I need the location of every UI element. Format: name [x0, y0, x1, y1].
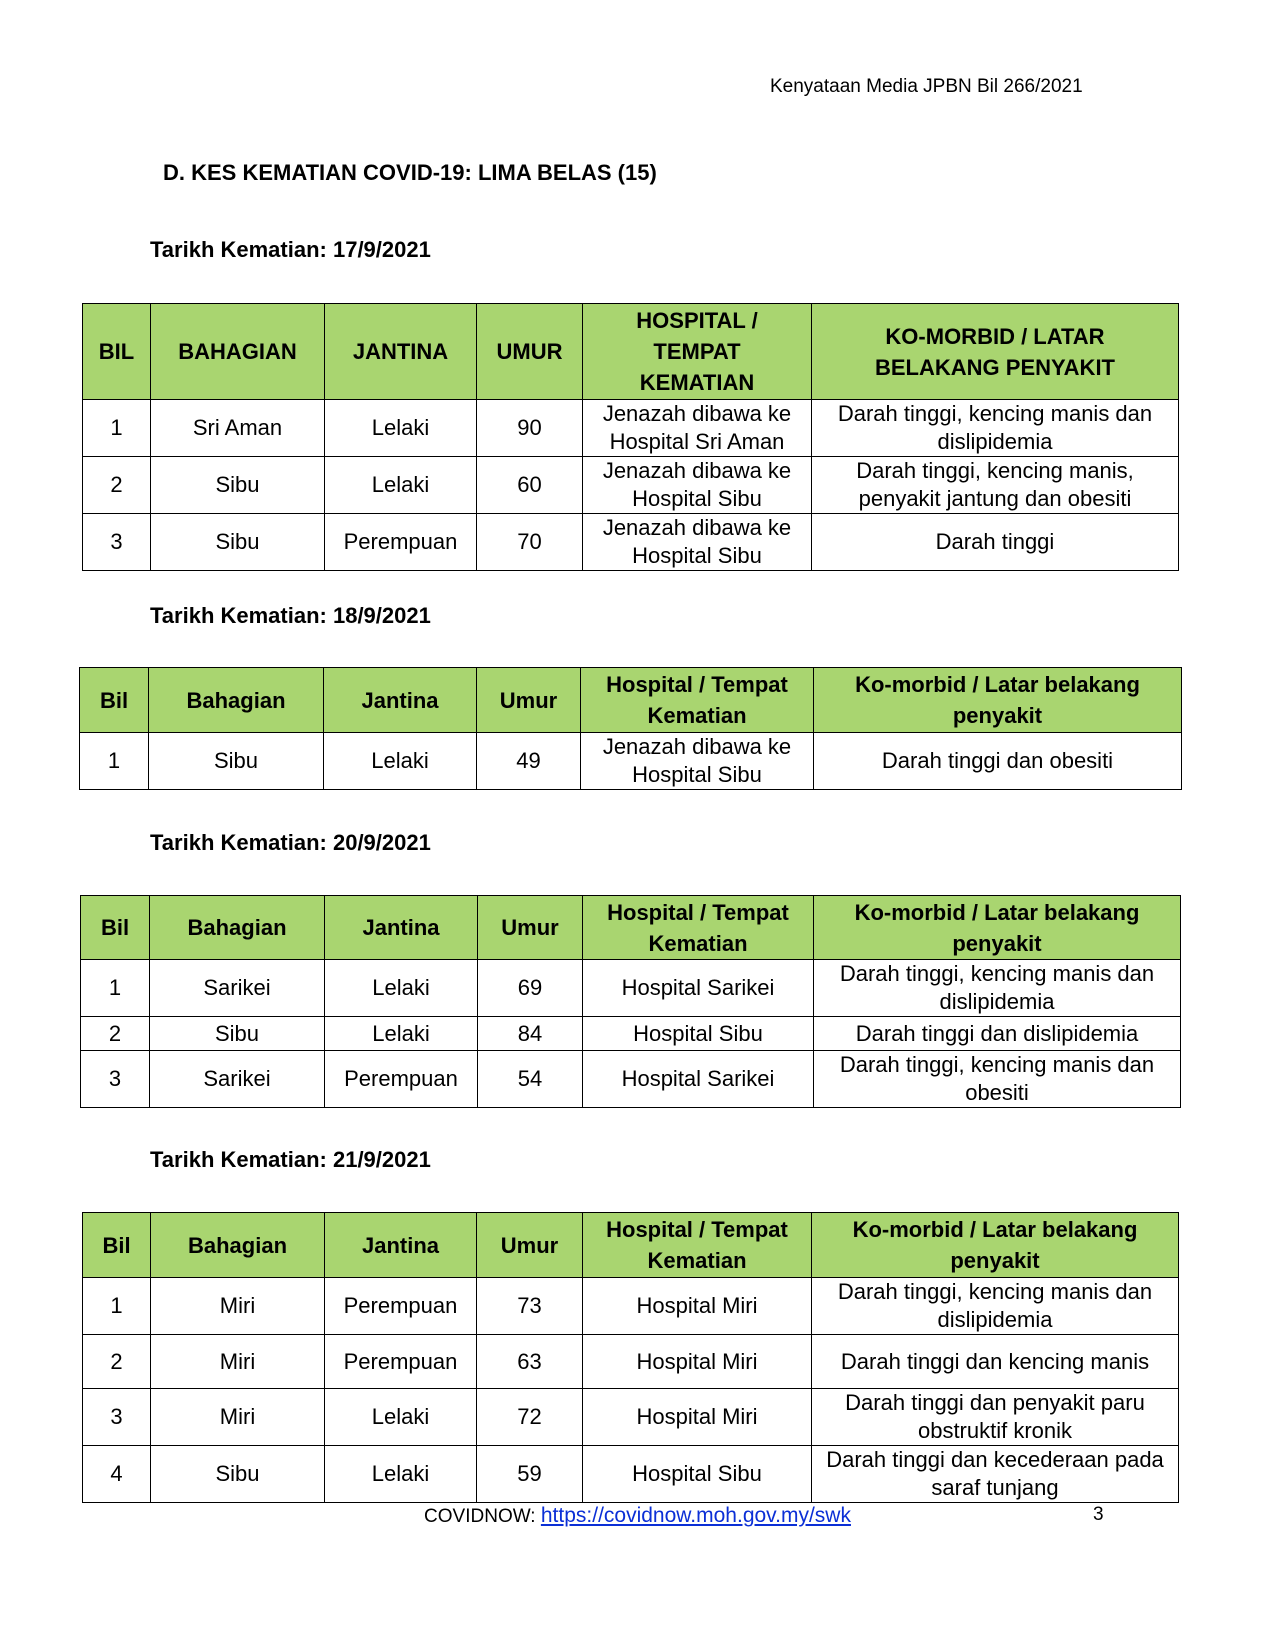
- table-row: [83, 514, 1179, 571]
- table-cell: Darah tinggi, kencing manis dan dislipidemia: [812, 400, 1179, 457]
- date-heading-2: Tarikh Kematian: 18/9/2021: [150, 603, 431, 628]
- page-number: 3: [1093, 1504, 1104, 1525]
- deaths-table-2: [79, 667, 1182, 790]
- date-heading-3: Tarikh Kematian: 20/9/2021: [150, 830, 431, 855]
- table-cell: Perempuan: [325, 1335, 477, 1389]
- column-header: Ko-morbid / Latar belakang penyakit: [812, 1213, 1179, 1278]
- table-cell: Lelaki: [325, 960, 478, 1017]
- column-header: Jantina: [324, 668, 477, 733]
- column-header: Umur: [478, 896, 583, 960]
- deaths-table-1: [82, 303, 1179, 571]
- table-cell: 84: [478, 1017, 583, 1051]
- table-cell: 3: [83, 1389, 151, 1446]
- table-cell: Sri Aman: [151, 400, 325, 457]
- covidnow-link[interactable]: https://covidnow.moh.gov.my/swk: [540, 1504, 851, 1527]
- table-cell: Lelaki: [325, 1446, 477, 1503]
- table-cell: Lelaki: [325, 457, 477, 514]
- table-row: [83, 457, 1179, 514]
- table-cell: Hospital Miri: [583, 1389, 812, 1446]
- table-header-row: [83, 304, 1179, 400]
- deaths-table-4: [82, 1212, 1179, 1503]
- table-cell: Miri: [151, 1335, 325, 1389]
- column-header: Hospital / Tempat Kematian: [583, 896, 814, 960]
- column-header: Hospital / Tempat Kematian: [581, 668, 814, 733]
- table-cell: Lelaki: [325, 1017, 478, 1051]
- column-header: Jantina: [325, 1213, 477, 1278]
- table-header-row: [80, 668, 1182, 733]
- column-header: Jantina: [325, 896, 478, 960]
- document-header: Kenyataan Media JPBN Bil 266/2021: [770, 76, 1083, 97]
- column-header: KO-MORBID / LATAR BELAKANG PENYAKIT: [812, 304, 1179, 400]
- footer-prefix: COVIDNOW:: [424, 1506, 541, 1527]
- table-cell: Darah tinggi dan kencing manis: [812, 1335, 1179, 1389]
- table-cell: 4: [83, 1446, 151, 1503]
- table-cell: 70: [477, 514, 583, 571]
- column-header: JANTINA: [325, 304, 477, 400]
- table-cell: 2: [83, 457, 151, 514]
- table-cell: Jenazah dibawa ke Hospital Sibu: [581, 733, 814, 790]
- deaths-table-3: [80, 895, 1181, 1108]
- footer: [0, 1504, 1275, 1528]
- table-cell: Sarikei: [150, 960, 325, 1017]
- table-cell: Jenazah dibawa ke Hospital Sibu: [583, 514, 812, 571]
- column-header: Bahagian: [150, 896, 325, 960]
- table-cell: Darah tinggi dan penyakit paru obstruktif kronik: [812, 1389, 1179, 1446]
- table-cell: Hospital Sarikei: [583, 960, 814, 1017]
- table-cell: Perempuan: [325, 1278, 477, 1335]
- table-cell: Darah tinggi dan kecederaan pada saraf tunjang: [812, 1446, 1179, 1503]
- table-cell: Jenazah dibawa ke Hospital Sri Aman: [583, 400, 812, 457]
- column-header: Bahagian: [151, 1213, 325, 1278]
- table-cell: 1: [83, 1278, 151, 1335]
- table-cell: Sarikei: [150, 1051, 325, 1108]
- table-cell: Lelaki: [325, 1389, 477, 1446]
- column-header: Umur: [477, 668, 581, 733]
- table-cell: Sibu: [150, 1017, 325, 1051]
- table-cell: Hospital Miri: [583, 1278, 812, 1335]
- table-cell: Darah tinggi dan dislipidemia: [814, 1017, 1181, 1051]
- table-cell: Darah tinggi: [812, 514, 1179, 571]
- table-cell: Miri: [151, 1389, 325, 1446]
- table-header-row: [81, 896, 1181, 960]
- table-cell: 90: [477, 400, 583, 457]
- table-cell: Jenazah dibawa ke Hospital Sibu: [583, 457, 812, 514]
- table-cell: Darah tinggi, kencing manis dan dislipidemia: [814, 960, 1181, 1017]
- table-cell: 3: [83, 514, 151, 571]
- table-cell: Perempuan: [325, 514, 477, 571]
- table-cell: Darah tinggi, kencing manis dan obesiti: [814, 1051, 1181, 1108]
- table-row: [81, 1051, 1181, 1108]
- column-header: Hospital / Tempat Kematian: [583, 1213, 812, 1278]
- table-cell: Darah tinggi, kencing manis dan dislipidemia: [812, 1278, 1179, 1335]
- column-header: BAHAGIAN: [151, 304, 325, 400]
- column-header: Bahagian: [149, 668, 324, 733]
- table-cell: Lelaki: [325, 400, 477, 457]
- table-row: [80, 733, 1182, 790]
- table-cell: 72: [477, 1389, 583, 1446]
- column-header: Bil: [80, 668, 149, 733]
- table-cell: Sibu: [151, 457, 325, 514]
- table-cell: Hospital Sarikei: [583, 1051, 814, 1108]
- table-cell: Perempuan: [325, 1051, 478, 1108]
- table-cell: 1: [81, 960, 150, 1017]
- column-header: HOSPITAL / TEMPAT KEMATIAN: [583, 304, 812, 400]
- table-cell: Sibu: [149, 733, 324, 790]
- date-heading-1: Tarikh Kematian: 17/9/2021: [150, 237, 431, 262]
- table-cell: Hospital Sibu: [583, 1017, 814, 1051]
- column-header: Bil: [81, 896, 150, 960]
- table-row: [81, 1017, 1181, 1051]
- table-cell: 1: [80, 733, 149, 790]
- table-cell: 2: [83, 1335, 151, 1389]
- table-row: [83, 1389, 1179, 1446]
- table-row: [81, 960, 1181, 1017]
- table-cell: 49: [477, 733, 581, 790]
- table-cell: Darah tinggi dan obesiti: [814, 733, 1182, 790]
- table-cell: Miri: [151, 1278, 325, 1335]
- column-header: Umur: [477, 1213, 583, 1278]
- table-cell: 1: [83, 400, 151, 457]
- table-cell: 73: [477, 1278, 583, 1335]
- table-cell: Sibu: [151, 514, 325, 571]
- table-cell: Darah tinggi, kencing manis, penyakit jantung dan obesiti: [812, 457, 1179, 514]
- table-cell: Hospital Miri: [583, 1335, 812, 1389]
- table-cell: Hospital Sibu: [583, 1446, 812, 1503]
- table-cell: 3: [81, 1051, 150, 1108]
- table-header-row: [83, 1213, 1179, 1278]
- table-cell: 59: [477, 1446, 583, 1503]
- date-heading-4: Tarikh Kematian: 21/9/2021: [150, 1147, 431, 1172]
- table-row: [83, 1335, 1179, 1389]
- table-cell: Lelaki: [324, 733, 477, 790]
- column-header: UMUR: [477, 304, 583, 400]
- column-header: Ko-morbid / Latar belakang penyakit: [814, 668, 1182, 733]
- column-header: BIL: [83, 304, 151, 400]
- table-row: [83, 400, 1179, 457]
- table-cell: 63: [477, 1335, 583, 1389]
- table-cell: Sibu: [151, 1446, 325, 1503]
- column-header: Ko-morbid / Latar belakang penyakit: [814, 896, 1181, 960]
- table-cell: 60: [477, 457, 583, 514]
- table-cell: 2: [81, 1017, 150, 1051]
- table-row: [83, 1446, 1179, 1503]
- section-title: D. KES KEMATIAN COVID-19: LIMA BELAS (15): [163, 160, 657, 185]
- table-row: [83, 1278, 1179, 1335]
- table-cell: 54: [478, 1051, 583, 1108]
- table-cell: 69: [478, 960, 583, 1017]
- column-header: Bil: [83, 1213, 151, 1278]
